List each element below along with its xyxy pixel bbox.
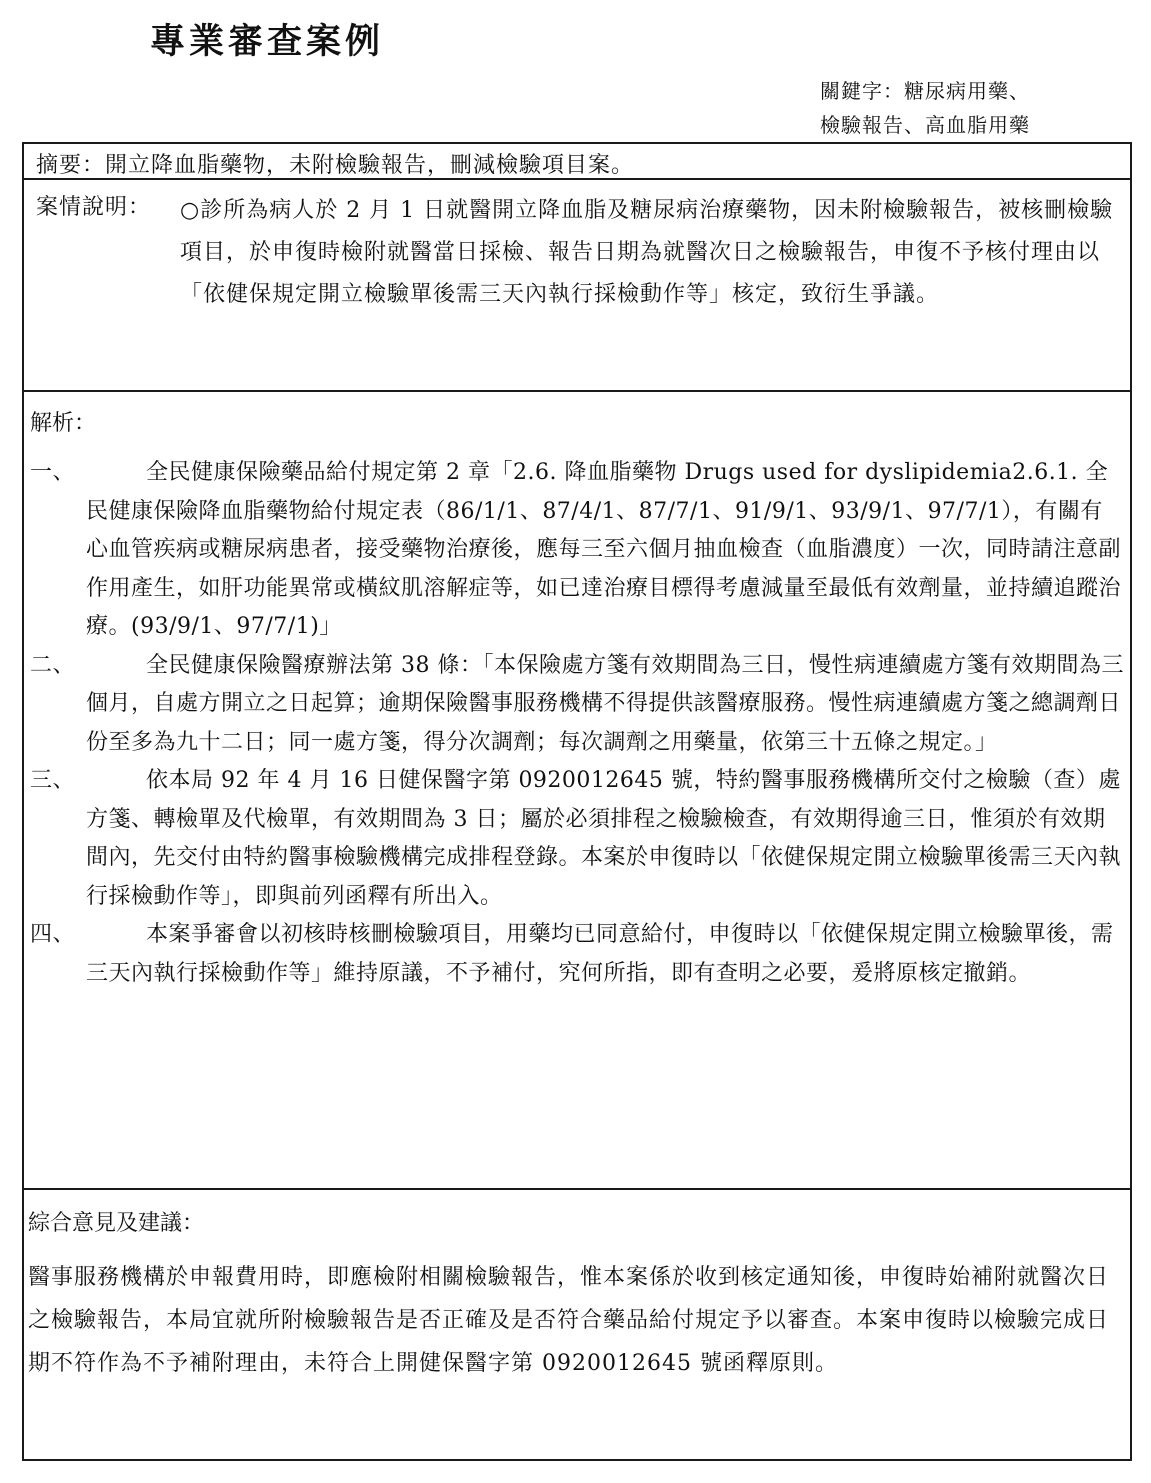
- opinion-text: 醫事服務機構於申報費用時，即應檢附相關檢驗報告，惟本案係於收到核定通知後，申復時始補附就醫次日之檢驗報告，本局宜就所附檢驗報告是否正確及是否符合藥品給付規定予以審查。本案申復時以檢驗完成日期不符作為不予補附理由，未符合上開健保醫字第 0920012645 號函釋原則。: [28, 1265, 1110, 1376]
- analysis-item-text: 全民健康保險醫療辦法第 38 條：「本保險處方箋有效期間為三日，慢性病連續處方箋有效期間為三個月，自處方開立之日起算；逾期保險醫事服務機構不得提供該醫療服務。慢性病連續處方箋之總調劑日份至多為九十二日；同一處方箋，得分次調劑；每次調劑之用藥量，依第三十五條之規定。」: [86, 652, 1124, 755]
- analysis-item-number: 四、: [30, 922, 76, 947]
- summary-text: 摘要：開立降血脂藥物，未附檢驗報告，刪減檢驗項目案。: [36, 153, 635, 178]
- analysis-item: [30, 647, 1125, 763]
- analysis-item-number: 一、: [30, 460, 76, 485]
- analysis-item-text: 全民健康保險藥品給付規定第 2 章「2.6. 降血脂藥物 Drugs used for dyslipidemia2.6.1. 全民健康保險降血脂藥物給付規定表（86/1/1、87/4/1、87/7/1、91/9/1、93/9/1、97/7/1），有關有心血管疾病或糖尿病患者，接受藥物治療後，應每三至六個月抽血檢查（血脂濃度）一次，同時請注意副作用產生，如肝功能異常或橫紋肌溶解症等，如已達治療目標得考慮減量至最低有效劑量，並持續追蹤治療。(93/9/1、97/7/1)」: [86, 460, 1122, 639]
- analysis-section: [22, 390, 1132, 1189]
- opinion-section: [22, 1188, 1132, 1461]
- analysis-item-text: 本案爭審會以初核時核刪檢驗項目，用藥均已同意給付，申復時以「依健保規定開立檢驗單後，需三天內執行採檢動作等」維持原議，不予補付，究何所指，即有查明之必要，爰將原核定撤銷。: [86, 922, 1114, 986]
- summary-section: [22, 142, 1132, 179]
- analysis-list: [30, 454, 1125, 993]
- document-title: 專業審查案例: [150, 21, 385, 62]
- analysis-heading: 解析：: [30, 411, 97, 436]
- analysis-item: [30, 762, 1125, 916]
- analysis-item-number: 二、: [30, 652, 76, 678]
- keywords-line-2: 檢驗報告、高血脂用藥: [820, 113, 1030, 137]
- keywords-block: [820, 74, 1030, 142]
- analysis-item-number: 三、: [30, 768, 76, 793]
- opinion-heading: 綜合意見及建議：: [28, 1211, 205, 1236]
- keywords-line-1: 關鍵字：糖尿病用藥、: [820, 79, 1030, 103]
- analysis-item: [30, 454, 1125, 647]
- case-description-section: [22, 178, 1132, 390]
- case-description-label: 案情說明：: [36, 195, 152, 220]
- analysis-item-text: 依本局 92 年 4 月 16 日健保醫字第 0920012645 號，特約醫事服務機構所交付之檢驗（查）處方箋、轉檢單及代檢單，有效期間為 3 日；屬於必須排程之檢驗檢查，有效期得逾三日，惟須於有效期間內，先交付由特約醫事檢驗機構完成排程登錄。本案於申復時以「依健保規定開立檢驗單後需三天內執行採檢動作等」，即與前列函釋有所出入。: [86, 768, 1122, 909]
- analysis-item: [30, 916, 1125, 993]
- case-description-text: ○診所為病人於 2 月 1 日就醫開立降血脂及糖尿病治療藥物，因未附檢驗報告，被核刪檢驗項目，於申復時檢附就醫當日採檢、報告日期為就醫次日之檢驗報告，申復不予核付理由以「依健保規定開立檢驗單後需三天內執行採檢動作等」核定，致衍生爭議。: [180, 198, 1114, 307]
